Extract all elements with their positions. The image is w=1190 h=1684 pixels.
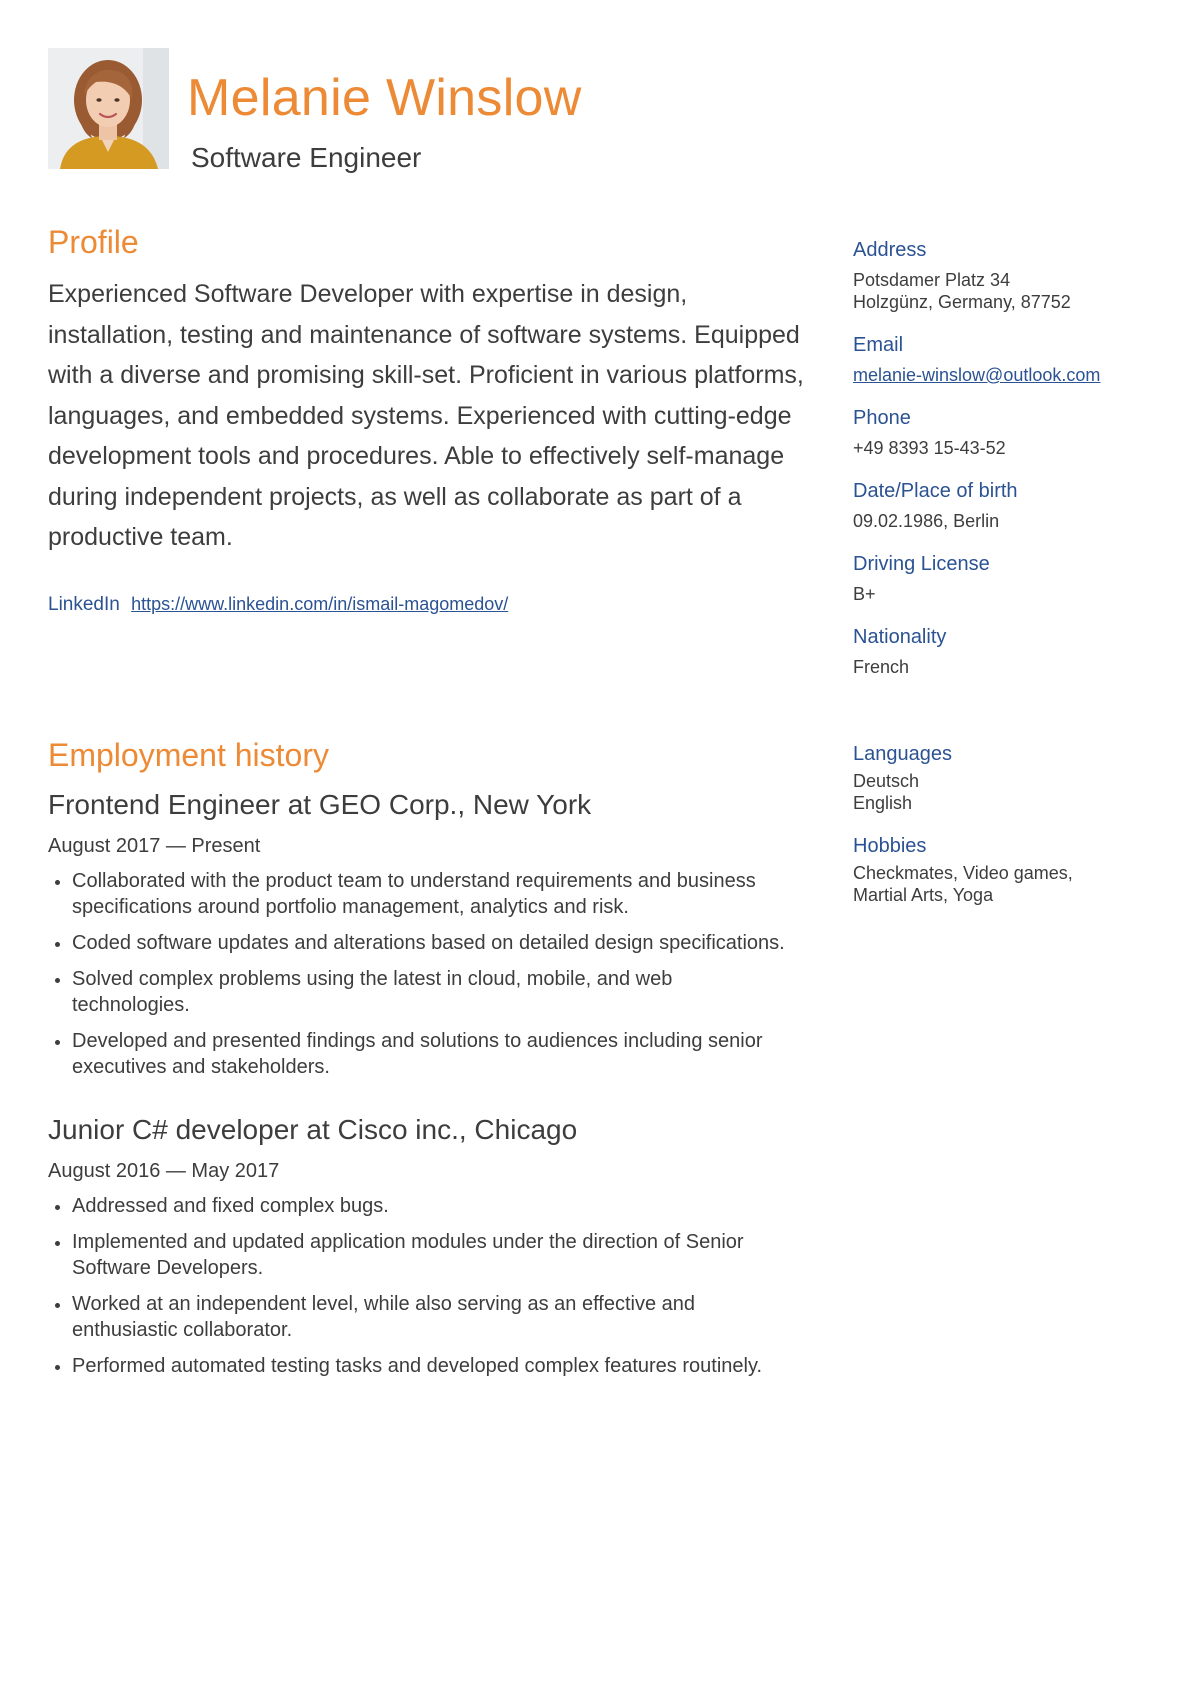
job-bullet: Worked at an independent level, while also serving as an effective and enthusiastic collaborator. bbox=[48, 1291, 792, 1343]
nationality-block bbox=[853, 625, 1153, 678]
employment-heading: Employment history bbox=[48, 737, 329, 773]
email-value-wrap bbox=[853, 364, 1153, 386]
email-block bbox=[853, 333, 1153, 386]
languages-block bbox=[853, 742, 1153, 814]
address-value bbox=[853, 269, 1153, 313]
language-item: English bbox=[853, 793, 913, 813]
job-entry bbox=[48, 787, 808, 1080]
job-bullet-list bbox=[48, 1193, 808, 1379]
address-block bbox=[853, 238, 1153, 313]
phone-label: Phone bbox=[853, 407, 911, 429]
languages-value bbox=[853, 770, 1153, 814]
job-entry bbox=[48, 1112, 808, 1379]
job-dates: August 2016 — May 2017 bbox=[48, 1160, 280, 1183]
languages-label: Languages bbox=[853, 743, 952, 765]
job-bullet: Developed and presented findings and solutions to audiences including senior executives and stakeholders. bbox=[48, 1028, 792, 1080]
license-value: B+ bbox=[853, 584, 876, 604]
nationality-label: Nationality bbox=[853, 626, 947, 648]
hobbies-label: Hobbies bbox=[853, 835, 927, 857]
phone-block bbox=[853, 406, 1153, 459]
hobbies-value bbox=[853, 862, 1153, 906]
job-dates: August 2017 — Present bbox=[48, 835, 261, 858]
job-bullet: Collaborated with the product team to understand requirements and business specifications around portfolio management, analytics and risk. bbox=[48, 868, 792, 920]
job-bullet: Addressed and fixed complex bugs. bbox=[48, 1193, 792, 1219]
profile-photo bbox=[48, 48, 169, 169]
nationality-value: French bbox=[853, 657, 910, 677]
job-bullet-list bbox=[48, 868, 808, 1080]
hobbies-line-1: Checkmates, Video games, bbox=[853, 863, 1073, 883]
email-link[interactable]: melanie-winslow@outlook.com bbox=[853, 365, 1101, 385]
hobbies-line-2: Martial Arts, Yoga bbox=[853, 885, 994, 905]
candidate-job-title: Software Engineer bbox=[191, 142, 422, 173]
birth-label: Date/Place of birth bbox=[853, 480, 1018, 502]
job-bullet: Implemented and updated application modules under the direction of Senior Software Developers. bbox=[48, 1229, 792, 1281]
profile-section bbox=[48, 225, 808, 616]
license-block bbox=[853, 552, 1153, 605]
job-bullet: Coded software updates and alterations based on detailed design specifications. bbox=[48, 930, 792, 956]
job-bullet: Solved complex problems using the latest in cloud, mobile, and web technologies. bbox=[48, 966, 792, 1018]
linkedin-row bbox=[48, 594, 808, 617]
job-heading: Frontend Engineer at GEO Corp., New York bbox=[48, 789, 592, 821]
linkedin-label: LinkedIn bbox=[48, 593, 120, 615]
phone-value: +49 8393 15-43-52 bbox=[853, 438, 1006, 458]
address-label: Address bbox=[853, 239, 927, 261]
birth-value: 09.02.1986, Berlin bbox=[853, 511, 1000, 531]
email-label: Email bbox=[853, 334, 904, 356]
profile-summary: Experienced Software Developer with expertise in design, installation, testing and maintenance of software systems. Equipped with a diverse and promising skill-set. Proficient in various platforms, languages, and embedded systems. Experienced with cutting-edge development tools and procedures. Able to effectively self-manage during independent projects, as well as collaborate as part of a productive team. bbox=[48, 280, 804, 552]
employment-section bbox=[48, 738, 808, 1411]
address-line-1: Potsdamer Platz 34 bbox=[853, 270, 1011, 290]
language-item: Deutsch bbox=[853, 771, 920, 791]
profile-heading: Profile bbox=[48, 224, 139, 260]
sidebar-spacer bbox=[853, 698, 1153, 742]
details-sidebar bbox=[853, 238, 1153, 926]
linkedin-link[interactable]: https://www.linkedin.com/in/ismail-magomedov/ bbox=[131, 593, 509, 614]
license-label: Driving License bbox=[853, 553, 990, 575]
address-line-2: Holzgünz, Germany, 87752 bbox=[853, 292, 1071, 312]
birth-block bbox=[853, 479, 1153, 532]
hobbies-block bbox=[853, 834, 1153, 906]
candidate-name: Melanie Winslow bbox=[187, 69, 582, 127]
portrait-image bbox=[48, 48, 169, 169]
job-heading: Junior C# developer at Cisco inc., Chicago bbox=[48, 1114, 578, 1146]
job-bullet: Performed automated testing tasks and developed complex features routinely. bbox=[48, 1353, 792, 1379]
